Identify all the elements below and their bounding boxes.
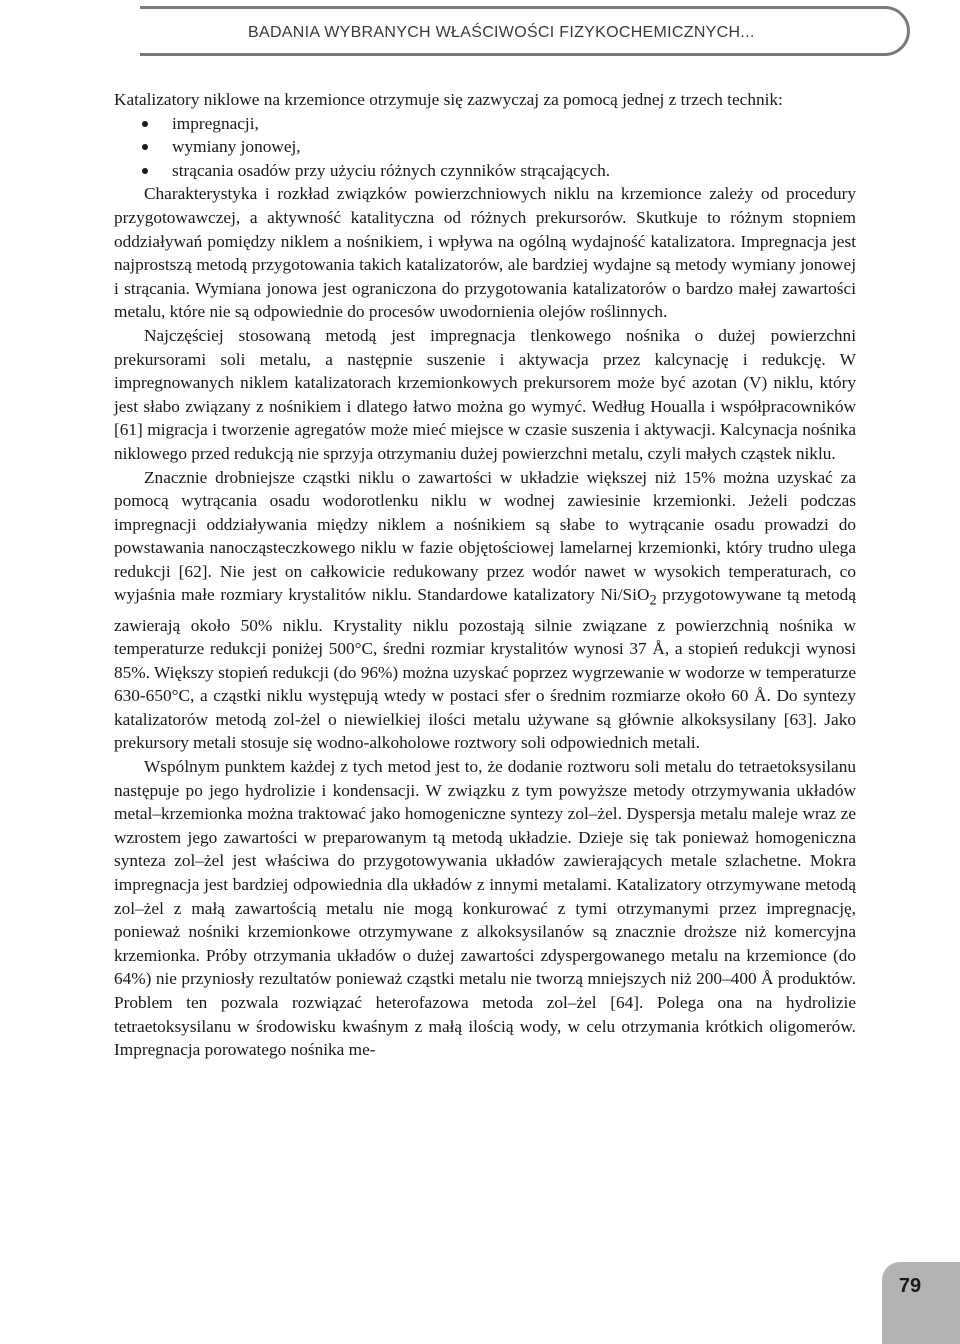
technique-list (114, 112, 856, 183)
paragraph-precipitation (114, 466, 856, 756)
paragraph-text: przygotowywane tą metodą zawierają około 50% niklu. Krystality niklu pozostają silnie związane z powierzchnią nośnika w temperaturze redukcji poniżej 500°C, średni rozmiar krystalitów wynosi 37 Å, a stopień redukcji wynosi 85%. Większy stopień redukcji (do 96%) można uzyskać poprzez wygrzewanie w wodorze w temperaturze 630-650°C, a cząstki niklu występują wtedy w postaci sfer o średnim rozmiarze około 60 Å. Do syntezy katalizatorów metodą zol-żel o niewielkiej ilości metalu używane są głównie alkoksysilany [63]. Jako prekursory metali stosuje się wodno-alkoholowe roztwory soli odpowiednich metali. (114, 585, 856, 753)
subscript: 2 (649, 592, 657, 609)
page-body (114, 88, 856, 1062)
running-header-title: BADANIA WYBRANYCH WŁAŚCIWOŚCI FIZYKOCHEMICZNYCH... (248, 24, 755, 41)
list-item: strącania osadów przy użyciu różnych czynników strącających. (142, 159, 856, 183)
paragraph-characterization: Charakterystyka i rozkład związków powierzchniowych niklu na krzemionce zależy od procedury przygotowawczej, a aktywność katalityczna od różnych prekursorów. Skutkuje to różnym stopniem oddziaływań pomiędzy niklem a nośnikiem, i wpływa na ogólną wydajność katalizatora. Impregnacja jest najprostszą metodą przygotowania takich katalizatorów, ale bardziej wydajne są metody wymiany jonowej i strącania. Wymiana jonowa jest ograniczona do przygotowania katalizatorów o bardzo małej zawartości metalu, które nie są odpowiednie do procesów uwodornienia olejów roślinnych. (114, 184, 856, 322)
paragraph-impregnation: Najczęściej stosowaną metodą jest impregnacja tlenkowego nośnika o dużej powierzchni prekursorami soli metalu, a następnie suszenie i aktywacja przez kalcynację i redukcję. W impregnowanych niklem katalizatorach krzemionkowych prekursorem może być azotan (V) niklu, który jest słabo związany z nośnikiem i dlatego łatwo można go wymyć. Według Houalla i współpracowników [61] migracja i tworzenie agregatów może mieć miejsce w czasie suszenia i aktywacji. Kalcynacja nośnika niklowego przed redukcją nie sprzyja otrzymaniu dużej powierzchni metalu, czyli małych cząstek niklu. (114, 325, 856, 463)
paragraph-text: Znacznie drobniejsze cząstki niklu o zawartości w układzie większej niż 15% można uzyskać za pomocą wytrącania osadu wodorotlenku niklu w wodnej zawiesinie krzemionki. Jeżeli podczas impregnacji oddziaływania między niklem a nośnikiem są słabe to wytrącanie osadu prowadzi do powstawania nanocząsteczkowego niklu w fazie objętościowej lamelarnej krzemionki, który trudno ulega redukcji [62]. Nie jest on całkowicie redukowany przez wodór nawet w wysokich temperaturach, co wyjaśnia małe rozmiary krystalitów niklu. Standardowe katalizatory Ni/SiO (114, 467, 856, 605)
list-item: wymiany jonowej, (142, 135, 856, 159)
paragraph-sol-gel: Wspólnym punktem każdej z tych metod jest to, że dodanie roztworu soli metalu do tetraetoksysilanu następuje po jego hydrolizie i kondensacji. W związku z tym powyższe metody otrzymywania układów metal–krzemionka można traktować jako homogeniczne syntezy zol–żel. Dyspersja metalu maleje wraz ze wzrostem jego zawartości w preparowanym tą metodą układzie. Dzieje się tak ponieważ homogeniczna synteza zol–żel jest właściwa do przygotowywania układów zawierających metale szlachetne. Mokra impregnacja jest bardziej odpowiednia dla układów z innymi metalami. Katalizatory otrzymywane metodą zol–żel z małą zawartością metalu nie mogą konkurować z tymi otrzymanymi przez impregnację, ponieważ nośniki krzemionkowe otrzymywane z alkoksysilanów są znacznie droższe niż komercyjna krzemionka. Próby otrzymania układów o dużej zawartości zdyspergowanego metalu na krzemionce (do 64%) nie przyniosły rezultatów ponieważ cząstki metalu nie tworzą mniejszych niż 200–400 Å produktów. Problem ten pozwala rozwiązać heterofazowa metoda zol–żel [64]. Polega ona na hydrolizie tetraetoksysilanu w środowisku kwaśnym z małą ilością wody, w celu otrzymania krótkich oligomerów. Impregnacja porowatego nośnika me- (114, 757, 856, 1060)
intro-paragraph: Katalizatory niklowe na krzemionce otrzymuje się zazwyczaj za pomocą jednej z trzech technik: (114, 90, 783, 109)
page-number: 79 (898, 1275, 922, 1297)
list-item: impregnacji, (142, 112, 856, 136)
